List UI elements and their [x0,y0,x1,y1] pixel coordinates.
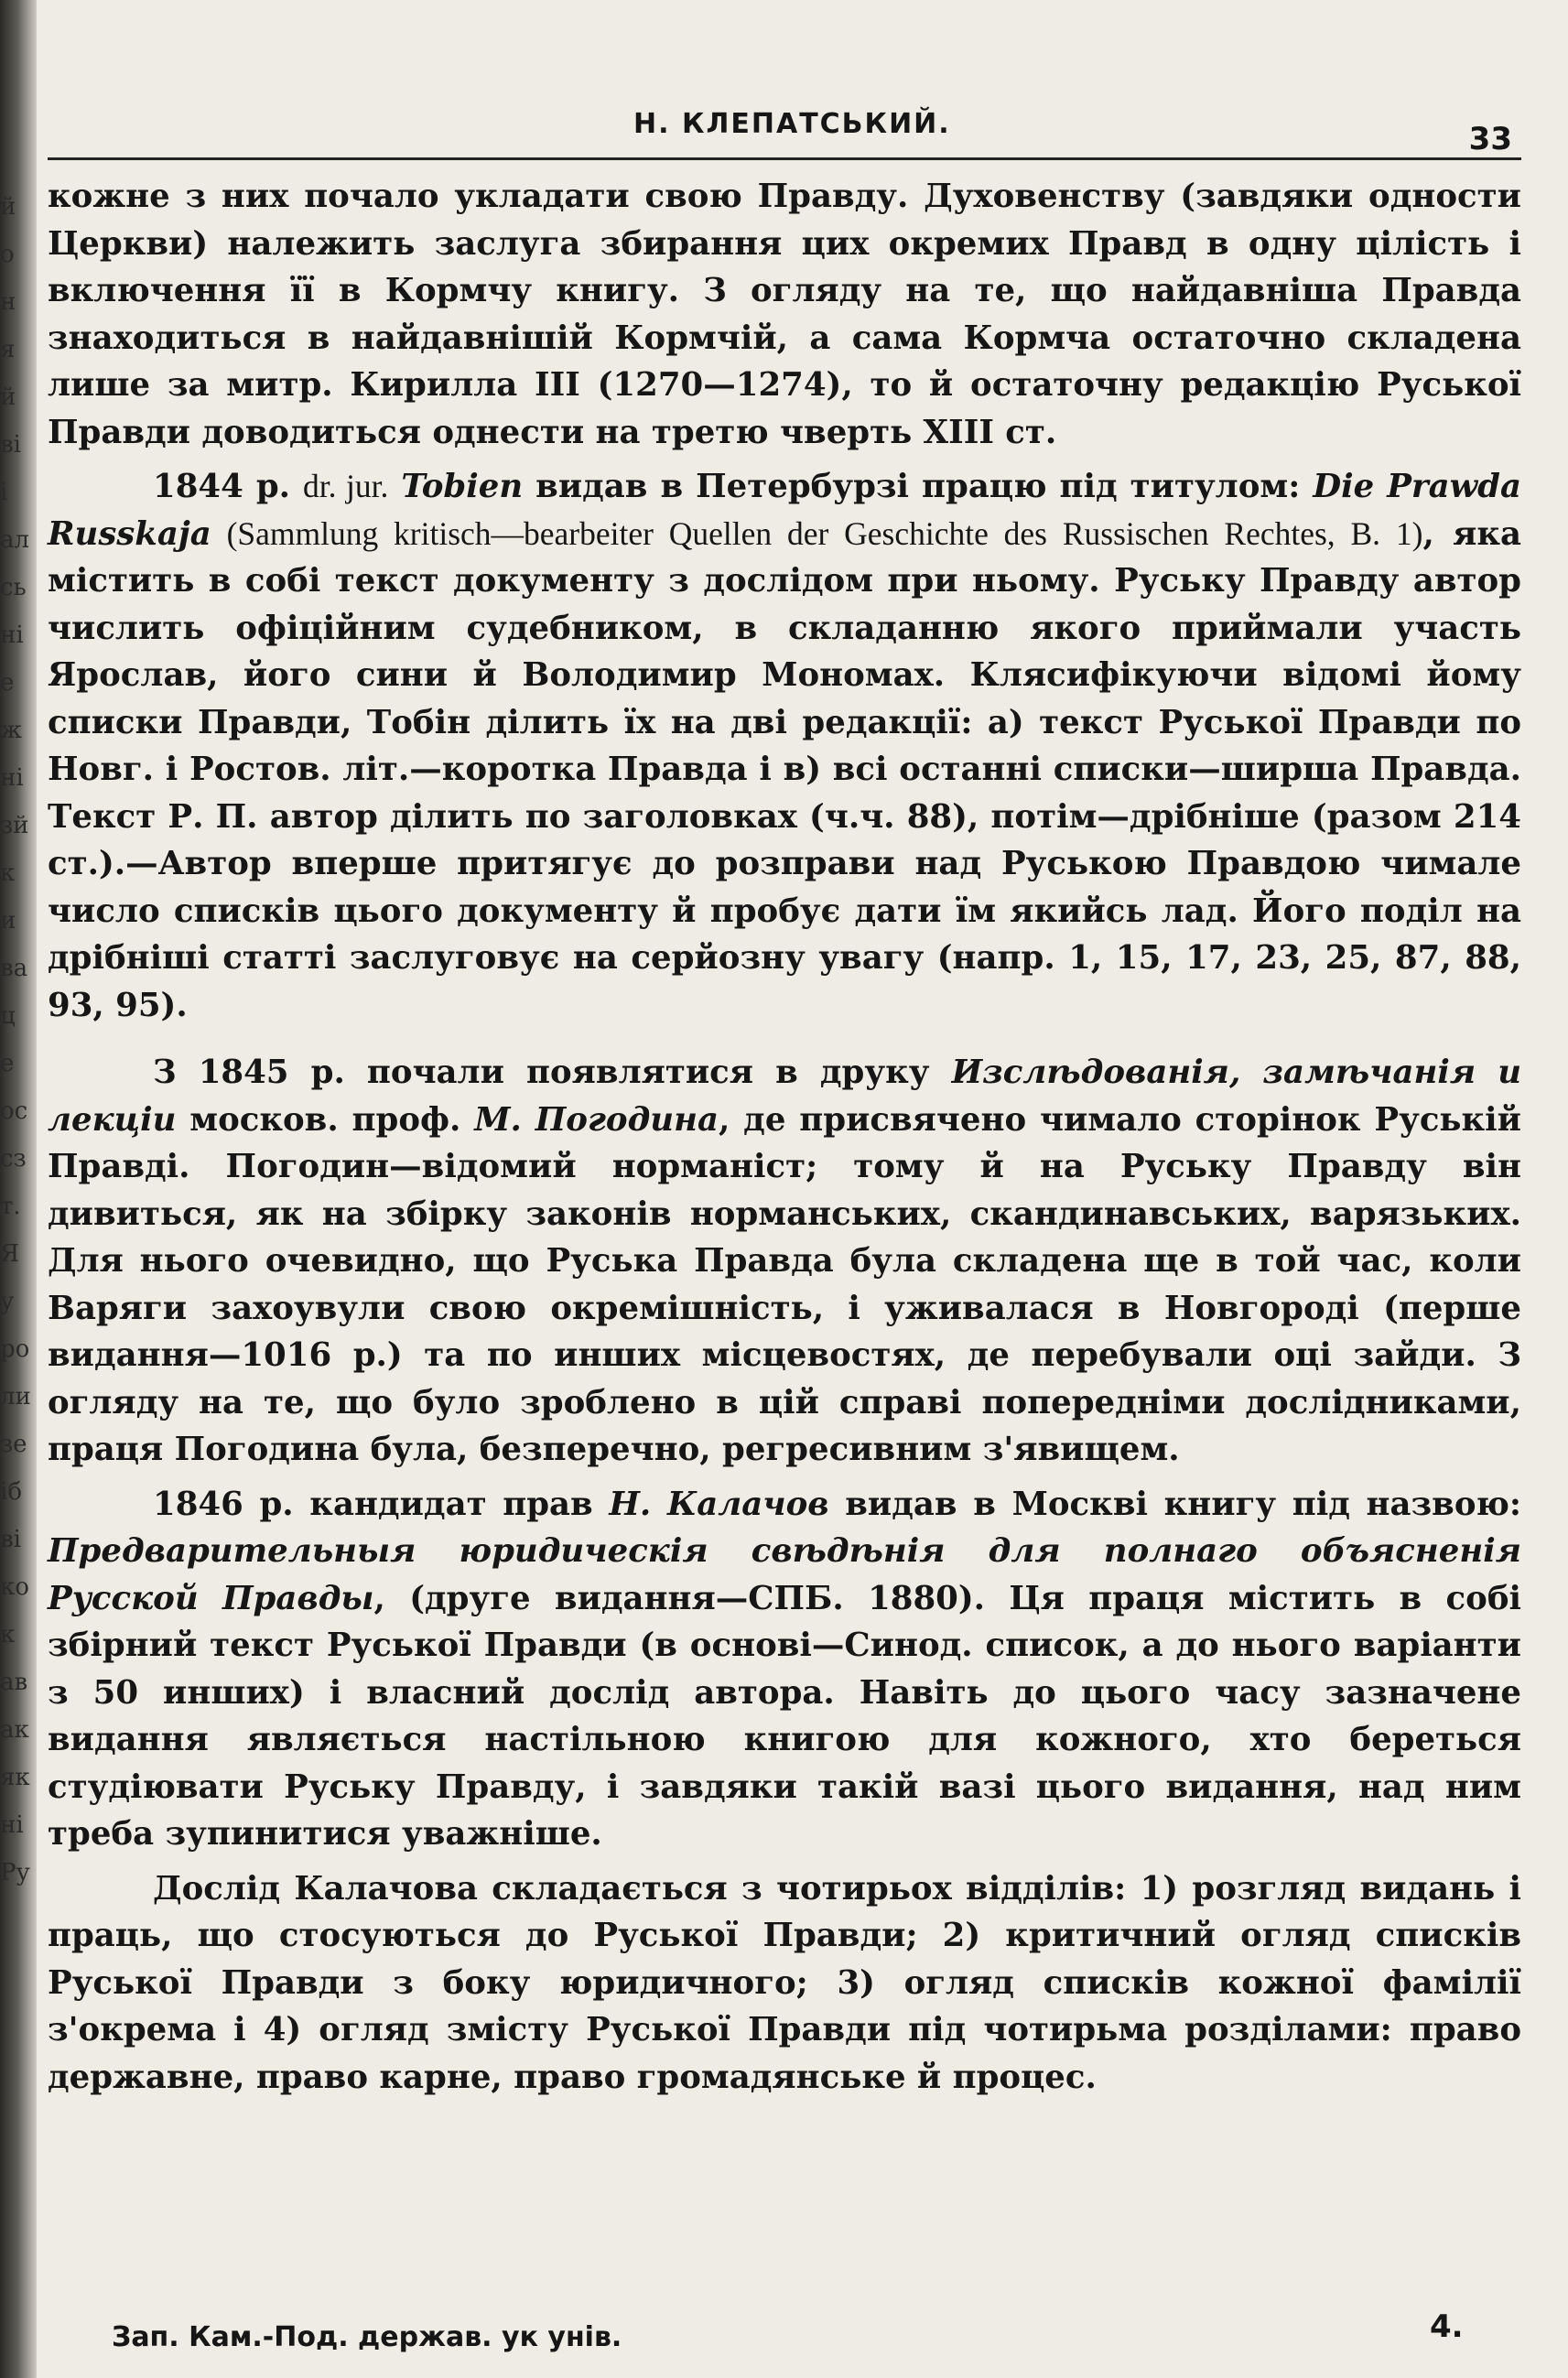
footer-imprint: Зап. Кам.-Под. держав. ук унів. [112,2321,622,2353]
paragraph-kalachov [48,1481,1521,1858]
text-segment: видав в Москві книгу під назвою: [828,1485,1522,1523]
paragraph-pogodin [48,1049,1521,1474]
page-number: 33 [1468,121,1512,157]
text-segment: 1846 р. кандидат прав [153,1485,610,1523]
margin-fragment: о [0,241,15,268]
margin-fragment: к [0,859,16,887]
margin-fragment: й [0,193,16,221]
footer [66,2308,1521,2367]
margin-fragment: ні [0,1811,24,1839]
margin-fragment: сз [0,1145,27,1173]
text-segment: видав в Петербурзі працю під титулом: [523,468,1314,505]
margin-fragment: е [0,669,15,697]
margin-fragment: як [0,1764,30,1791]
margin-fragment: Ру [0,1859,30,1886]
signature-mark: 4. [1430,2308,1464,2345]
margin-fragment: е [0,1050,15,1077]
margin-fragment: зй [0,812,29,839]
text-segment: Дослід Калачова складається з чотирьох відділів: 1) розгляд видань і праць, що стосуються до Руської Правди; 2) критичний огляд списків Руської Правди з боку юридичного; 3) огляд списків кожної фамілії з'окрема і 4) огляд змісту Руської Правди під чотирьма розділами: право державне, право карне, право громадянське й процес. [48,1869,1521,2096]
margin-fragment: зе [0,1431,27,1458]
margin-fragment: і [0,479,8,506]
margin-fragment: ал [0,526,30,554]
margin-fragment: т. [0,1193,21,1220]
text-segment: Предварительныя юридическія свѣдѣнія для полнаго объясненія Русской Правды [48,1532,1521,1617]
text-segment: 1844 р. [153,468,304,505]
margin-fragment: ко [0,1573,29,1601]
running-title: Н. КЛЕПАТСЬКИЙ. [633,108,951,140]
text-segment: dr. jur. [303,468,389,504]
text-segment: , яка містить в собі текст документу з дослідом при ньому. Руську Правду автор числить офіційним судебником, в складанню якого приймали участь Ярослав, його сини й Володимир Мономах. Кляcифікуючи відомі йому списки Правди, Тобін ділить їх на дві редакції: а) текст Руської Правди по Новг. і Ростов. літ.—коротка Правда і в) всі останні списки—ширша Правда. Текст Р. П. автор ділить по заголовках (ч.ч. 88), потім—дрібніше (разом 214 ст.).—Автор вперше притягує до розправи над Руською Правдою чимале число списків цього документу й пробує дати їм якийсь лад. Його поділ на дрібніші статті заслуговує на серйозну увагу (напр. 1, 15, 17, 23, 25, 87, 88, 93, 95). [48,514,1521,1024]
text-segment: кожне з них почало укладати свою Правду. Духовенству (завдяки одности Церкви) належить заслуга збирання цих окремих Правд в одну цілість і включення її в Кормчу книгу. З огляду на те, що найдавніша Правда знаходиться в найдавнішій Кормчій, а сама Кормча остаточно складена лише за митр. Кирилла III (1270—1274), то й остаточну редакцію Руської Правди доводиться однести на третю чверть XIII ст. [48,178,1521,451]
margin-fragment: ли [0,1383,31,1411]
margin-fragment: ос [0,1097,28,1125]
margin-fragment: ві [0,1526,21,1553]
margin-fragment: ві [0,431,21,459]
margin-fragment: ні [0,622,24,649]
text-segment: , де присвячено чимало сторінок Руській Правді. Погодин—відомий норманіст; тому й на Руську Правду він дивиться, як на збірку законів норманських, скандинавських, варязьких. Для нього очевидно, що Руська Правда була складена ще в той час, коли Варяги захоувули свою окремішність, і уживалася в Новгороді (перше видання—1016 р.) та по инших місцевостях, де перебували оці зайди. З огляду на те, що було зроблено в цій справі попередніми дослідниками, праця Погодина була, безперечно, регресивним з'явищем. [48,1100,1521,1468]
margin-fragment: ро [0,1335,30,1363]
margin-fragment: ак [0,1716,29,1744]
adjacent-page-fragments [0,183,40,1897]
text-segment: Изслѣдованія, замѣчанія и лекціи [48,1054,1521,1139]
body-text [48,173,1521,2101]
text-segment [388,468,401,505]
margin-fragment: к [0,1621,16,1648]
margin-fragment: у [0,1288,15,1315]
paragraph-continuation [48,173,1521,456]
margin-fragment: сь [0,574,27,601]
margin-fragment: ц [0,1002,16,1030]
text-segment: москов. проф. [176,1100,475,1139]
page [48,101,1521,2108]
text-segment: , (друге видання—СПБ. 1880). Ця праця містить в собі збірний текст Руської Правди (в основі—Синод. список, а до нього варіанти з 50 инших) і власний дослід автора. Навіть до цього часу зазначене видання являється настільною книгою для кожного, хто береться студіювати Руську Правду, і завдяки такій вазі цього видання, над ним треба зупинитися уважніше. [48,1579,1521,1853]
margin-fragment: ав [0,1669,28,1696]
text-segment: Tobien [401,468,524,505]
margin-fragment: ні [0,764,24,792]
text-segment: Н. Калачов [609,1485,829,1523]
margin-fragment: и [0,907,16,935]
margin-fragment: ва [0,955,28,982]
running-head [48,101,1521,160]
margin-fragment: іб [0,1478,22,1506]
text-segment: (Sammlung kritisch—bearbeiter Quellen der Geschichte des Russischen Rechtes, B. 1) [211,514,1423,552]
paragraph-kalachov-study [48,1865,1521,2102]
text-segment: М. Погодина [474,1100,719,1139]
margin-fragment: Я [0,1240,19,1268]
margin-fragment: н [0,288,16,316]
text-segment: З 1845 р. почали появлятися в друку [153,1054,952,1091]
margin-fragment: й [0,384,16,411]
text-segment: Die Prawda Russkaja [48,468,1521,553]
paragraph-tobien [48,463,1521,1029]
margin-fragment: я [0,336,16,363]
margin-fragment: ж [0,717,22,744]
